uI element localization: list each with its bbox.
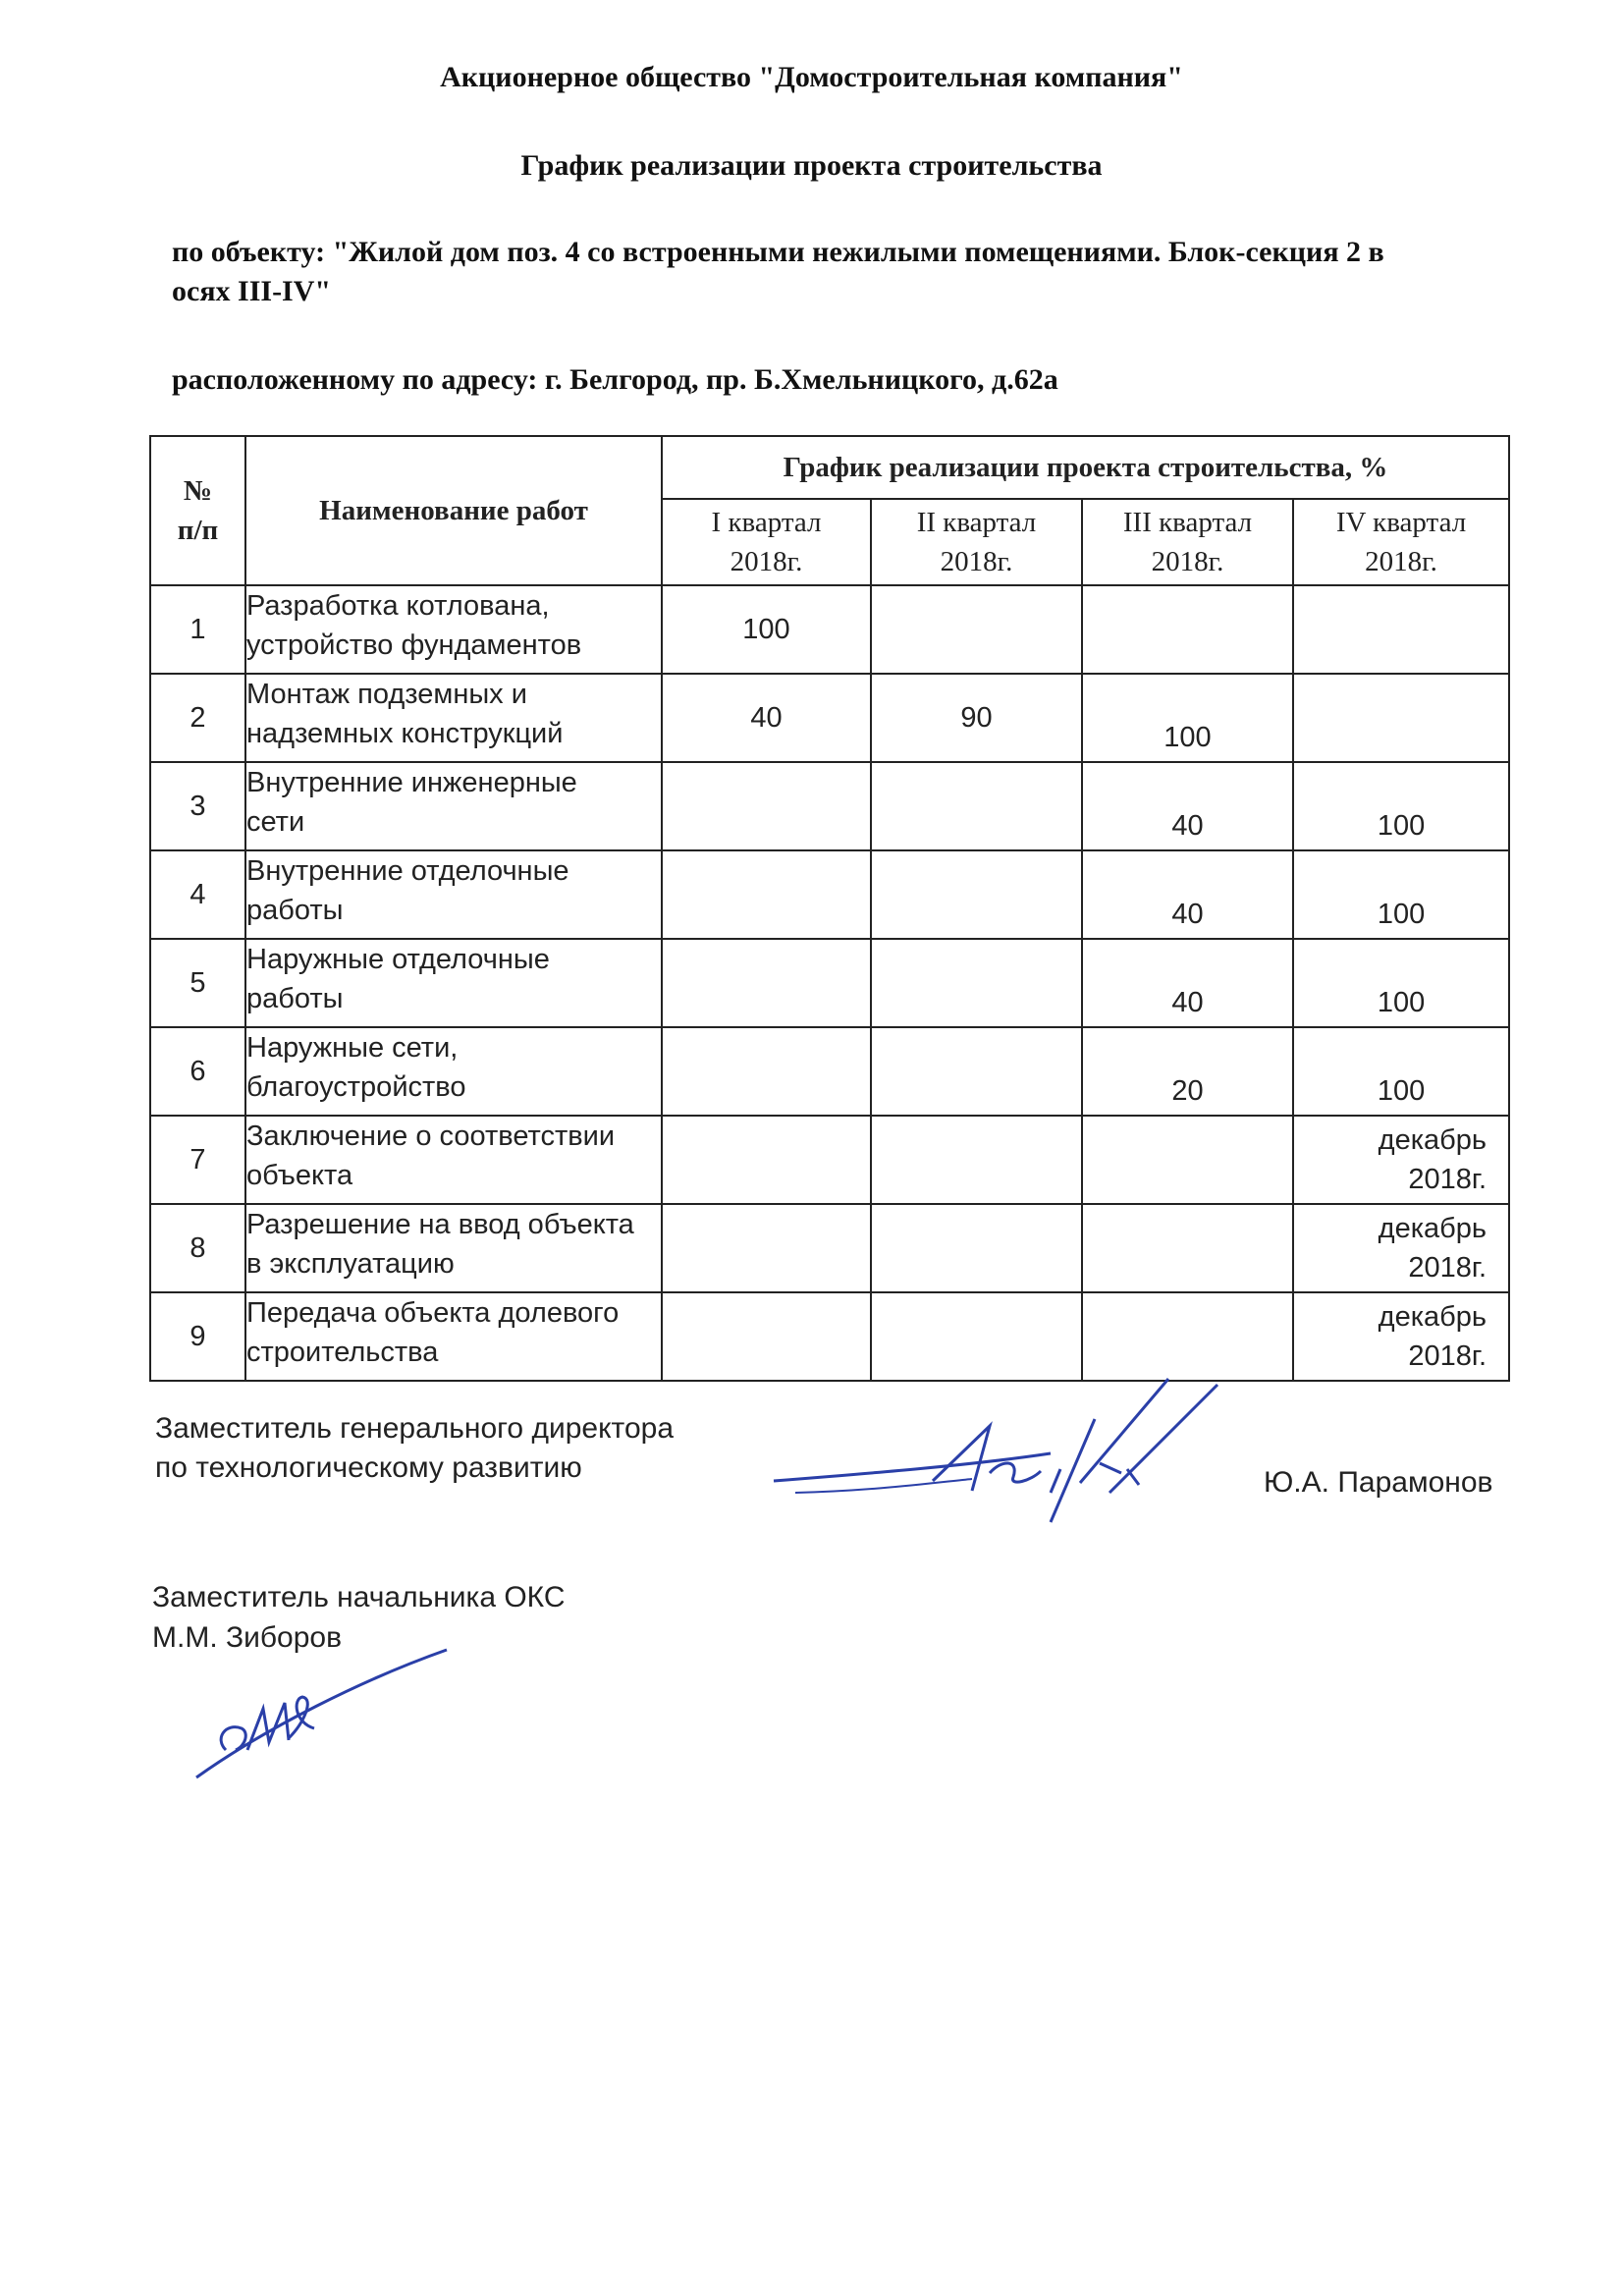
row-number: 1 [150, 585, 245, 674]
row-work-name: Разработка котлована, устройство фундаментов [245, 585, 662, 674]
row-quarter-4-value [1293, 674, 1509, 762]
row-quarter-1-value: 40 [662, 674, 871, 762]
row-quarter-3-value [1082, 585, 1293, 674]
signature-ziborov [187, 1640, 461, 1787]
row-number: 7 [150, 1116, 245, 1204]
row-quarter-2-value [871, 1116, 1082, 1204]
row-quarter-2-value: 90 [871, 674, 1082, 762]
object-line-2: осях III-IV" [172, 275, 332, 307]
row-quarter-3-value [1082, 1116, 1293, 1204]
row-quarter-3-value [1082, 1204, 1293, 1292]
deputy-oks-name: М.М. Зиборов [152, 1621, 343, 1654]
row-work-name: Наружные отделочные работы [245, 939, 662, 1027]
document-title: График реализации проекта строительства [520, 149, 1103, 182]
table-row [150, 1027, 1509, 1116]
row-quarter-4-value [1293, 585, 1509, 674]
table-row [150, 585, 1509, 674]
row-quarter-1-value [662, 850, 871, 939]
row-number: 3 [150, 762, 245, 850]
row-quarter-3-value: 40 [1082, 939, 1293, 1027]
deputy-gd-title-1: Заместитель генерального директора [155, 1412, 675, 1445]
row-number: 2 [150, 674, 245, 762]
deputy-gd-title-2: по технологическому развитию [155, 1451, 582, 1484]
header-row-number: № п/п [150, 436, 245, 585]
object-line-1: по объекту: "Жилой дом поз. 4 со встроенными нежилыми помещениями. Блок-секция 2 в [172, 236, 1384, 268]
table-row [150, 674, 1509, 762]
organization-name: Акционерное общество "Домостроительная компания" [440, 61, 1183, 93]
row-work-name: Наружные сети, благоустройство [245, 1027, 662, 1116]
row-number: 5 [150, 939, 245, 1027]
row-quarter-3-value: 100 [1082, 674, 1293, 762]
row-work-name: Монтаж подземных и надземных конструкций [245, 674, 662, 762]
row-number: 8 [150, 1204, 245, 1292]
header-quarter-2: II квартал 2018г. [871, 499, 1082, 585]
row-quarter-2-value [871, 1027, 1082, 1116]
row-quarter-2-value [871, 850, 1082, 939]
row-number: 9 [150, 1292, 245, 1381]
row-quarter-1-value [662, 939, 871, 1027]
row-quarter-4-value: 100 [1293, 850, 1509, 939]
table-row [150, 850, 1509, 939]
deputy-oks-title: Заместитель начальника ОКС [152, 1581, 566, 1613]
row-quarter-3-value: 40 [1082, 762, 1293, 850]
table-row [150, 1204, 1509, 1292]
address-line: расположенному по адресу: г. Белгород, пр. Б.Хмельницкого, д.62а [172, 363, 1058, 396]
row-number: 6 [150, 1027, 245, 1116]
header-work-name: Наименование работ [245, 436, 662, 585]
row-quarter-4-value: декабрь 2018г. [1293, 1116, 1509, 1204]
table-row [150, 1292, 1509, 1381]
row-quarter-1-value [662, 762, 871, 850]
table-row [150, 939, 1509, 1027]
row-quarter-2-value [871, 585, 1082, 674]
row-quarter-4-value: декабрь 2018г. [1293, 1204, 1509, 1292]
row-quarter-1-value [662, 1292, 871, 1381]
header-quarter-3: III квартал 2018г. [1082, 499, 1293, 585]
row-quarter-2-value [871, 1292, 1082, 1381]
row-quarter-1-value [662, 1116, 871, 1204]
row-quarter-4-value: 100 [1293, 762, 1509, 850]
table-row [150, 1116, 1509, 1204]
header-quarter-1: I квартал 2018г. [662, 499, 871, 585]
row-quarter-2-value [871, 939, 1082, 1027]
header-schedule: График реализации проекта строительства, % [662, 436, 1509, 499]
row-work-name: Заключение о соответствии объекта [245, 1116, 662, 1204]
row-quarter-4-value: декабрь 2018г. [1293, 1292, 1509, 1381]
header-quarter-4: IV квартал 2018г. [1293, 499, 1509, 585]
row-quarter-2-value [871, 1204, 1082, 1292]
deputy-gd-name: Ю.А. Парамонов [1264, 1466, 1493, 1499]
row-quarter-1-value [662, 1027, 871, 1116]
row-quarter-3-value: 40 [1082, 850, 1293, 939]
row-work-name: Внутренние инженерные сети [245, 762, 662, 850]
row-quarter-1-value [662, 1204, 871, 1292]
row-work-name: Разрешение на ввод объекта в эксплуатацию [245, 1204, 662, 1292]
row-quarter-4-value: 100 [1293, 939, 1509, 1027]
row-quarter-3-value [1082, 1292, 1293, 1381]
row-work-name: Передача объекта долевого строительства [245, 1292, 662, 1381]
row-quarter-2-value [871, 762, 1082, 850]
row-quarter-1-value: 100 [662, 585, 871, 674]
row-quarter-3-value: 20 [1082, 1027, 1293, 1116]
row-number: 4 [150, 850, 245, 939]
table-row [150, 762, 1509, 850]
signature-paramonov [756, 1375, 1267, 1542]
schedule-table [149, 435, 1510, 1382]
row-quarter-4-value: 100 [1293, 1027, 1509, 1116]
row-work-name: Внутренние отделочные работы [245, 850, 662, 939]
